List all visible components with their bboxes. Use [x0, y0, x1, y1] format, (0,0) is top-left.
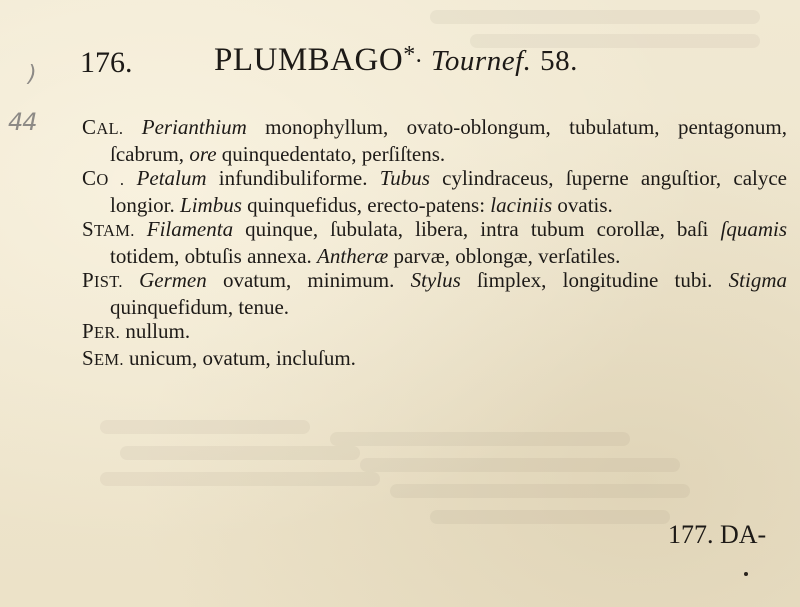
entry-calyx: CAL. Perianthium monophyllum, ovato-oblongum, tubulatum, pentagonum, ſcabrum, ore quinquedentato, perſiſtens. [82, 115, 787, 166]
asterisk-mark: *. [403, 42, 423, 68]
description-body [82, 115, 787, 372]
entry-label: PIST. [82, 268, 123, 292]
entry-label: CO . [82, 166, 125, 190]
page-number: 176. [80, 46, 133, 79]
entry-label: SEM. [82, 345, 124, 370]
entry-pistillum: PIST. Germen ovatum, minimum. Stylus ſimplex, longitudine tubi. Stigma quinquefidum, tenue. [82, 268, 787, 319]
catchword: 177. DA- [668, 520, 767, 549]
pencil-margin-mark: ) [28, 62, 37, 87]
entry-semen: SEM. unicum, ovatum, incluſum. [82, 345, 356, 370]
entry-label: STAM. [82, 217, 135, 241]
running-title [214, 42, 578, 79]
entry-label: CAL. [82, 115, 124, 139]
entry-pericarpium: PER. nullum. [82, 319, 191, 343]
genus-name: PLUMBAGO [214, 42, 404, 78]
entry-stamina: STAM. Filamenta quinque, ſubulata, libera, intra tubum corollæ, baſi ſquamis totidem, obtuſis annexa. Antheræ parvæ, oblongæ, verſatiles. [82, 217, 787, 268]
entry-corolla: CO . Petalum infundibuliforme. Tubus cylindraceus, ſuperne anguſtior, calyce longior. Limbus quinquefidus, erecto-patens: laciniis ovatis. [82, 166, 787, 217]
ink-speck [744, 572, 748, 576]
pencil-margin-number: 44 [8, 108, 37, 136]
page-header [80, 42, 780, 88]
author-reference: Tournef. [430, 45, 532, 77]
reference-number: 58. [540, 45, 578, 77]
entry-label: PER. [82, 319, 121, 343]
